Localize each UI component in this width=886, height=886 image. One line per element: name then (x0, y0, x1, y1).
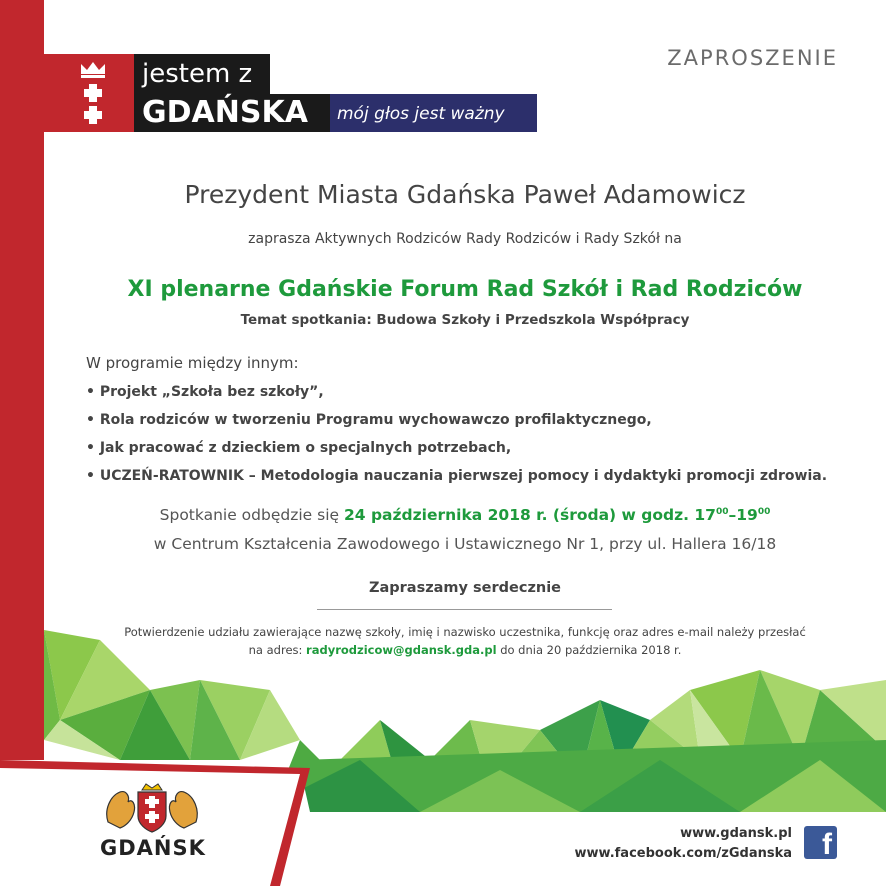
time-separator: –19 (728, 506, 758, 524)
time-start-minutes: 00 (715, 506, 729, 517)
divider (317, 609, 612, 610)
logo-line2: GDAŃSKA (142, 95, 308, 130)
confirm-line2 (44, 643, 886, 657)
intro-line: zaprasza Aktywnych Rodziców Rady Rodziców i Rady Szkół na (248, 231, 682, 247)
meeting-line (44, 506, 886, 524)
website-link[interactable]: www.gdansk.pl (680, 826, 792, 841)
location-line: w Centrum Kształcenia Zawodowego i Ustawicznego Nr 1, przy ul. Hallera 16/18 (153, 535, 777, 553)
confirm-prefix: na adres: (248, 643, 303, 657)
facebook-icon[interactable] (804, 826, 837, 859)
closing-line: Zapraszamy serdecznie (368, 580, 562, 596)
program-list (86, 381, 827, 493)
city-name: GDAŃSK (100, 836, 206, 860)
meeting-date (344, 506, 770, 524)
topic-line: Temat spotkania: Budowa Szkoły i Przedszkola Współpracy (240, 312, 690, 328)
confirm-email-link[interactable]: radyrodzicow@gdansk.gda.pl (306, 643, 497, 657)
host-line: Prezydent Miasta Gdańska Paweł Adamowicz (184, 180, 746, 209)
logo-line1: jestem z (142, 59, 253, 89)
crown-crosses-icon (78, 62, 108, 126)
confirm-suffix: do dnia 20 października 2018 r. (500, 643, 682, 657)
facebook-glyph: f (822, 828, 832, 861)
confirm-line1: Potwierdzenie udziału zawierające nazwę szkoły, imię i nazwisko uczestnika, funkcję oraz adres e-mail należy przesłać (124, 625, 806, 639)
program-heading: W programie między innym: (86, 354, 299, 372)
program-item: • UCZEŃ-RATOWNIK – Metodologia nauczania pierwszej pomocy i dydaktyki promocji zdrowia. (86, 468, 828, 484)
program-item: • Rola rodziców w tworzeniu Programu wychowawczo profilaktycznego, (86, 412, 652, 428)
program-item: • Projekt „Szkoła bez szkoły”, (86, 384, 324, 400)
event-title: XI plenarne Gdańskie Forum Rad Szkół i Rad Rodziców (127, 277, 803, 302)
time-end-minutes: 00 (757, 506, 771, 517)
program-item: • Jak pracować z dzieckiem o specjalnych potrzebach, (86, 440, 512, 456)
facebook-link[interactable]: www.facebook.com/zGdanska (574, 846, 792, 861)
logo-tagline: mój głos jest ważny (337, 104, 505, 124)
red-side-band (0, 0, 44, 760)
invite-label: ZAPROSZENIE (667, 46, 838, 70)
meeting-date-text: 24 października 2018 r. (środa) w godz. 17 (343, 506, 716, 524)
meeting-prefix: Spotkanie odbędzie się (159, 506, 340, 524)
gdansk-coat-of-arms-icon (98, 782, 206, 834)
